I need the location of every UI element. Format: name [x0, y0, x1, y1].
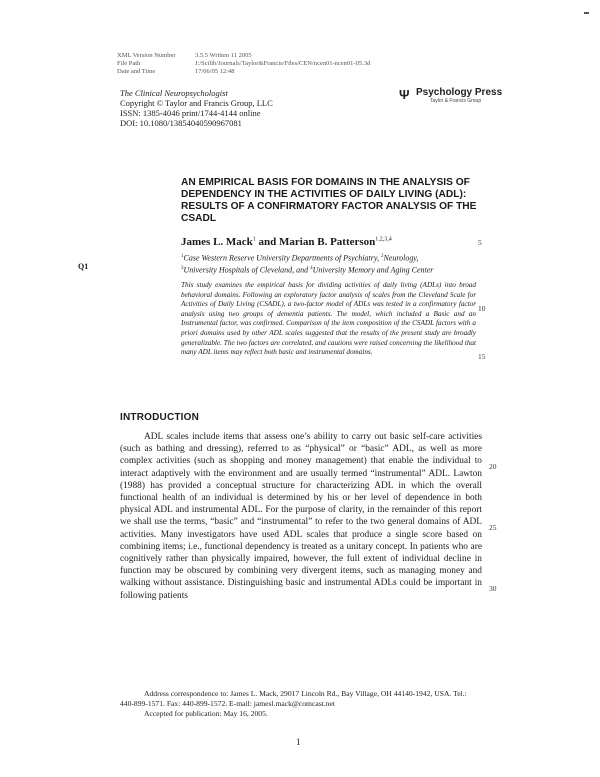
publisher-subtitle: Taylor & Francis Group	[429, 98, 482, 104]
publisher-name: Psychology Press	[415, 87, 503, 98]
proof-meta-values	[195, 52, 415, 76]
line-number: 5	[478, 238, 482, 247]
proof-meta-label: File Path	[117, 60, 141, 67]
proof-meta-value: 17/06/05 12:48	[195, 68, 235, 75]
article-title: AN EMPIRICAL BASIS FOR DOMAINS IN THE ANALYSIS OF DEPENDENCY IN THE ACTIVITIES OF DAILY LIVING (ADL): RESULTS OF A CONFIRMATORY FACTOR ANALYSIS OF THE CSADL	[181, 177, 477, 224]
proof-meta-labels	[117, 52, 177, 76]
journal-issn: ISSN: 1385-4046 print/1744-4144 online	[120, 108, 261, 118]
author-sup: 1,2,3,4	[375, 236, 392, 243]
affil-sup: 1	[181, 254, 184, 259]
line-number: 25	[489, 523, 497, 532]
psi-logo-icon: Ψ	[399, 87, 410, 102]
author-sup: 1	[252, 236, 256, 243]
query-marker: Q1	[78, 262, 89, 271]
accepted-note: Accepted for publication: May 16, 2005.	[144, 709, 268, 718]
affil-text: Neurology,	[383, 253, 419, 263]
proof-meta-value: 3.5.5 Written 11 2005	[195, 52, 252, 59]
affil-text: University Memory and Aging Center	[312, 265, 434, 275]
author-name: Marian B. Patterson	[279, 236, 376, 248]
affil-text: Case Western Reserve University Departments of Psychiatry,	[183, 253, 379, 263]
proof-meta-label: Date and Time	[117, 68, 156, 75]
corner-mark	[584, 12, 589, 14]
author-and: and	[258, 236, 277, 248]
publisher-logo	[399, 87, 502, 105]
journal-doi: DOI: 10.1080/13854040590967081	[120, 118, 242, 128]
author-name: James L. Mack	[181, 236, 253, 248]
page-number: 1	[296, 737, 301, 747]
affil-sup: 3	[181, 265, 184, 271]
affil-sup: 4	[310, 265, 313, 271]
line-number: 15	[478, 352, 486, 361]
footnote	[120, 689, 482, 719]
author-line	[181, 236, 392, 248]
journal-copyright: Copyright © Taylor and Francis Group, LLC	[120, 98, 273, 108]
journal-name: The Clinical Neuropsychologist	[120, 88, 228, 98]
body-text	[120, 431, 482, 602]
abstract: This study examines the empirical basis for dividing activities of daily living (ADLs) into broad behavioral domains. Following an exploratory factor analysis of scales from the Cleveland Scale for Activities of Daily Living (CSADL), a two-factor model of ADLs was tested in a confirmatory factor analysis using two groups of dementia patients. The model, which included a Basic and an Instrumental factor, was confirmed. Comparison of the item composition of the CSADL factors with a priori domains used by other ADL scales suggested that the results of the present study are broadly generalizable. The two factors are correlated, and cautions were raised concerning the likelihood that many ADL items may reflect both basic and instrumental domains.	[181, 281, 476, 357]
line-number: 30	[489, 584, 497, 593]
affil-text: University Hospitals of Cleveland, and	[183, 265, 309, 275]
paragraph: ADL scales include items that assess one’s ability to carry out basic self-care activities (such as bathing and dressing), referred to as “physical” or “basic” ADL, as well as more complex activities (such as shopping and money management) that enable the individual to interact adaptively with the environment and are usually termed “instrumental” ADL. Lawton (1988) has provided a conceptual structure for characterizing ADL in which the overall functional health of an individual is determined by his or her level of dependence in both physical ADL and instrumental ADL. For the purpose of clarity, in the remainder of this report we shall use the terms, “basic” and “instrumental” to refer to the two general domains of ADL activities. Many investigators have used ADL scales that produce a single score based on combining items; i.e., functional dependency is treated as a unitary concept. In patients who are cognitively rather than physically impaired, however, the full extent of individual decline in function may be obscured by combining very divergent items, such as managing money and walking without assistance. Distinguishing basic and instrumental ADLs could be important in following patients	[120, 432, 482, 601]
journal-info	[120, 88, 273, 128]
proof-meta-value: J:/Scilib/Journals/Taylor&Francis/Files/CEN/ncen01-ncen01-05.3d	[195, 60, 371, 67]
line-number: 10	[478, 304, 486, 313]
correspondence-note: Address correspondence to: James L. Mack, 29017 Lincoln Rd., Bay Village, OH 44140-1942, USA. Tel.: 440-899-1571. Fax: 440-899-1572. E-mail: jamesl.mack@comcast.net	[120, 689, 467, 708]
line-number: 20	[489, 462, 497, 471]
proof-meta-label: XML Version Number	[117, 52, 176, 59]
affil-sup: 2	[380, 254, 384, 259]
affiliations	[181, 252, 481, 275]
section-heading: INTRODUCTION	[120, 412, 200, 423]
